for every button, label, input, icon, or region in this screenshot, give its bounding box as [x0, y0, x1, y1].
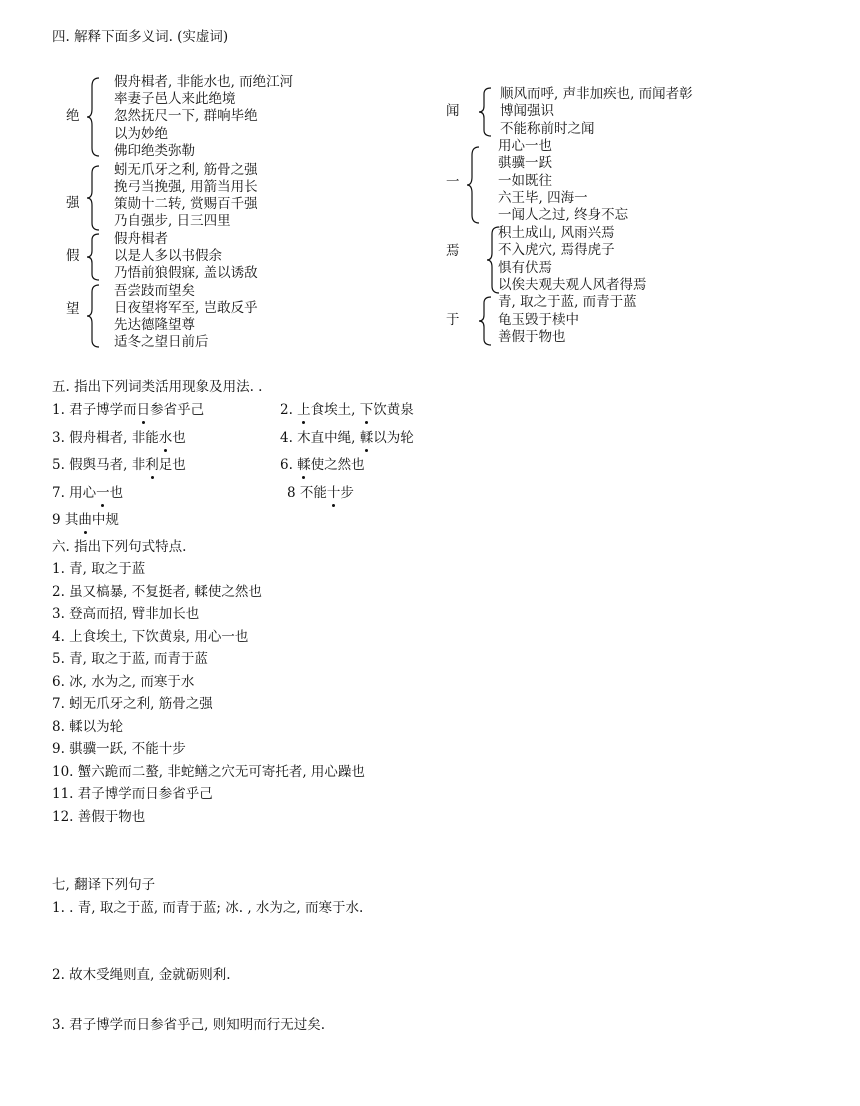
item-text: 1. 君子博学而 [52, 402, 137, 418]
group-item: 善假于物也 [498, 329, 566, 345]
item-text: 也 [109, 485, 124, 501]
dotted-word: 十 [326, 485, 341, 501]
brace-icon [86, 164, 102, 232]
group-item: 忽然抚尺一下, 群响毕绝 [114, 108, 258, 124]
item-text: 6. [280, 457, 298, 473]
item-text: 9 其 [52, 512, 79, 528]
usage-item [280, 457, 365, 474]
group-item: 不入虎穴, 焉得虎子 [498, 242, 615, 258]
item-text: 使之然也 [310, 457, 365, 473]
item-text: 7. 用心 [52, 485, 97, 501]
sentence-item: 5. 青, 取之于蓝, 而青于蓝 [52, 651, 208, 667]
group-item: 先达德隆望尊 [114, 317, 195, 333]
group-item: 用心一也 [498, 138, 552, 154]
sentence-item: 7. 蚓无爪牙之利, 筋骨之强 [52, 696, 213, 712]
group-item: 顺风而呼, 声非加疾也, 而闻者彰 [500, 86, 693, 102]
item-text: 也 [172, 430, 186, 446]
usage-item [52, 457, 186, 474]
group-item: 一如既往 [498, 173, 552, 189]
sentence-item: 12. 善假于物也 [52, 809, 146, 825]
group-label: 假 [66, 248, 80, 264]
dotted-word: 日 [136, 402, 151, 418]
section5-heading: 五. 指出下列词类活用现象及用法. . [52, 379, 263, 395]
group-item: 积土成山, 风雨兴焉 [498, 225, 615, 241]
sentence-item: 10. 蟹六跪而二螯, 非蛇鳝之穴无可寄托者, 用心躁也 [52, 764, 365, 780]
brace-icon [478, 86, 494, 138]
item-text: 步 [340, 485, 354, 501]
item-text: 4. 木直中绳, [280, 430, 360, 446]
group-item: 青, 取之于蓝, 而青于蓝 [498, 294, 637, 310]
group-item: 乃悟前狼假寐, 盖以诱敌 [114, 265, 258, 281]
group-item: 率妻子邑人来此绝境 [114, 91, 236, 107]
group-item: 不能称前时之闻 [500, 121, 595, 137]
sentence-item: 11. 君子博学而日参省乎己 [52, 786, 213, 802]
group-label: 焉 [446, 243, 460, 259]
group-item: 乃自强步, 日三四里 [114, 213, 231, 229]
dotted-word: 曲 [78, 512, 92, 528]
item-text: 足也 [158, 457, 186, 473]
dotted-word: 輮 [359, 430, 374, 446]
brace-icon [478, 295, 494, 347]
item-text: 5. 假舆马者, 非 [52, 457, 146, 473]
group-item: 以是人多以书假余 [114, 248, 222, 264]
dotted-word: 一 [96, 485, 110, 501]
item-text: 2. [280, 402, 298, 418]
item-text: 8 不能 [287, 485, 327, 501]
sentence-item: 8. 輮以为轮 [52, 719, 124, 735]
group-item: 一闻人之过, 终身不忘 [498, 207, 629, 223]
item-text: 食埃土, [310, 402, 360, 418]
usage-item [52, 512, 119, 529]
group-label: 绝 [66, 108, 80, 124]
group-item: 惧有伏焉 [498, 260, 552, 276]
group-item: 博闻强识 [500, 103, 554, 119]
group-item: 适冬之望日前后 [114, 334, 209, 350]
item-text: 3. 假舟楫者, 非能 [52, 430, 159, 446]
brace-icon [466, 145, 482, 225]
group-item: 六王毕, 四海一 [498, 190, 588, 206]
brace-icon [86, 283, 102, 349]
section4-heading: 四. 解释下面多义词. (实虚词) [52, 29, 229, 45]
usage-item [280, 430, 414, 447]
group-item: 挽弓当挽强, 用箭当用长 [114, 179, 258, 195]
group-item: 吾尝跂而望矣 [114, 283, 195, 299]
usage-item [287, 485, 354, 502]
dotted-word: 上 [297, 402, 311, 418]
group-item: 假舟楫者, 非能水也, 而绝江河 [114, 74, 294, 90]
item-text: 参省乎己 [150, 402, 205, 418]
group-label: 一 [446, 174, 460, 190]
group-item: 策勋十二转, 赏赐百千强 [114, 196, 258, 212]
brace-icon [86, 232, 102, 282]
translation-item: 3. 君子博学而日参省乎己, 则知明而行无过矣. [52, 1017, 326, 1033]
group-label: 强 [66, 195, 80, 211]
sentence-item: 3. 登高而招, 臂非加长也 [52, 606, 200, 622]
item-text: 饮黄泉 [373, 402, 414, 418]
usage-item [280, 402, 414, 419]
group-label: 于 [446, 312, 460, 328]
dotted-word: 輮 [297, 457, 311, 473]
group-item: 骐骥一跃 [498, 155, 552, 171]
sentence-item: 2. 虽又槁暴, 不复挺者, 輮使之然也 [52, 584, 262, 600]
translation-item: 2. 故木受绳则直, 金就砺则利. [52, 967, 231, 983]
usage-item [52, 485, 123, 502]
group-item: 假舟楫者 [114, 231, 168, 247]
dotted-word: 水 [158, 430, 173, 446]
item-text: 中规 [91, 512, 119, 528]
group-item: 以为妙绝 [114, 126, 168, 142]
dotted-word: 下 [359, 402, 374, 418]
brace-icon [86, 76, 102, 158]
sentence-item: 9. 骐骥一跃, 不能十步 [52, 741, 186, 757]
group-label: 闻 [446, 103, 460, 119]
group-item: 以俟夫观夫观人风者得焉 [498, 277, 647, 293]
group-item: 蚓无爪牙之利, 筋骨之强 [114, 162, 258, 178]
section7-heading: 七, 翻译下列句子 [52, 877, 156, 893]
group-item: 龟玉毁于椟中 [498, 312, 579, 328]
usage-item [52, 402, 204, 419]
item-text: 以为轮 [373, 430, 414, 446]
group-item: 日夜望将军至, 岂敢反乎 [114, 300, 258, 316]
section6-heading: 六. 指出下列句式特点. [52, 539, 187, 555]
sentence-item: 4. 上食埃土, 下饮黄泉, 用心一也 [52, 629, 249, 645]
usage-item [52, 430, 186, 447]
sentence-item: 1. 青, 取之于蓝 [52, 561, 146, 577]
dotted-word: 利 [145, 457, 159, 473]
sentence-item: 6. 冰, 水为之, 而寒于水 [52, 674, 195, 690]
group-label: 望 [66, 301, 80, 317]
group-item: 佛印绝类弥勒 [114, 143, 195, 159]
translation-item: 1. . 青, 取之于蓝, 而青于蓝; 冰. , 水为之, 而寒于水. [52, 900, 364, 916]
